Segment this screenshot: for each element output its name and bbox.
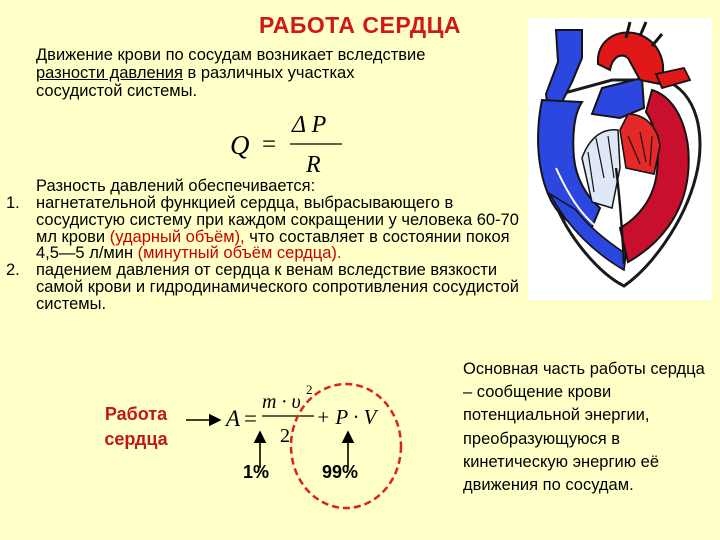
list-item <box>6 195 526 262</box>
heart-work-formula <box>180 372 430 512</box>
formula-q-denominator: R <box>306 152 321 178</box>
item-1-text-a: нагнетательной функцией сердца, выбрасывающего в сосудистую систему при каждом сокращении у человека 60-70 мл крови <box>36 194 519 246</box>
list-item-text: падением давления от сердца к венам вследствие вязкости самой крови и гидродинамического сопротивления сосудистой системы. <box>36 261 520 313</box>
list-item <box>6 262 526 312</box>
potential-energy-ellipse <box>291 384 401 508</box>
pressure-causes-list <box>6 195 526 313</box>
intro-line-1: Движение крови по сосудам возникает вследствие <box>36 46 426 64</box>
formula-q-eq: = <box>262 131 277 158</box>
intro-text <box>36 46 526 100</box>
intro-line-2: в различных участках <box>182 64 355 82</box>
list-item-number: 2. <box>6 261 20 280</box>
kinetic-percent: 1% <box>243 462 270 482</box>
formula-a-power: 2 <box>306 382 313 397</box>
formula-a-numerator: m · υ <box>262 391 301 413</box>
intro-underlined-term: разности давления <box>36 64 183 82</box>
stroke-volume-term: (ударный объём), <box>109 227 245 246</box>
page-title: РАБОТА СЕРДЦА <box>258 12 462 38</box>
minute-volume-term: (минутный объём сердца). <box>137 244 342 263</box>
work-label-line-2: сердца <box>104 429 168 449</box>
work-label-line-1: Работа <box>104 404 168 424</box>
side-note: Основная часть работы сердца – сообщение крови потенциальной энергии, преобразующуюся в кинетическую энергию её движения по сосудам. <box>463 360 705 495</box>
formula-q-lhs: Q <box>230 130 250 160</box>
potential-percent: 99% <box>322 462 359 482</box>
formula-a-plus-term: + P · V <box>316 405 377 429</box>
intro-line-3: сосудистой системы. <box>36 82 198 100</box>
formula-q-numerator: Δ P <box>292 112 327 138</box>
list-item-text <box>36 195 526 262</box>
work-label <box>90 402 182 452</box>
flow-formula <box>226 108 356 182</box>
list-item-number: 1. <box>6 194 20 212</box>
formula-a-eq: = <box>244 406 257 431</box>
item-1-text-b: что составляет в состоянии покоя 4,5—5 л/мин <box>36 227 510 263</box>
list-heading: Разность давлений обеспечивается: <box>36 177 316 195</box>
formula-a-lhs: A <box>226 406 241 431</box>
heart-diagram <box>528 18 712 300</box>
formula-a-denominator: 2 <box>280 425 290 447</box>
